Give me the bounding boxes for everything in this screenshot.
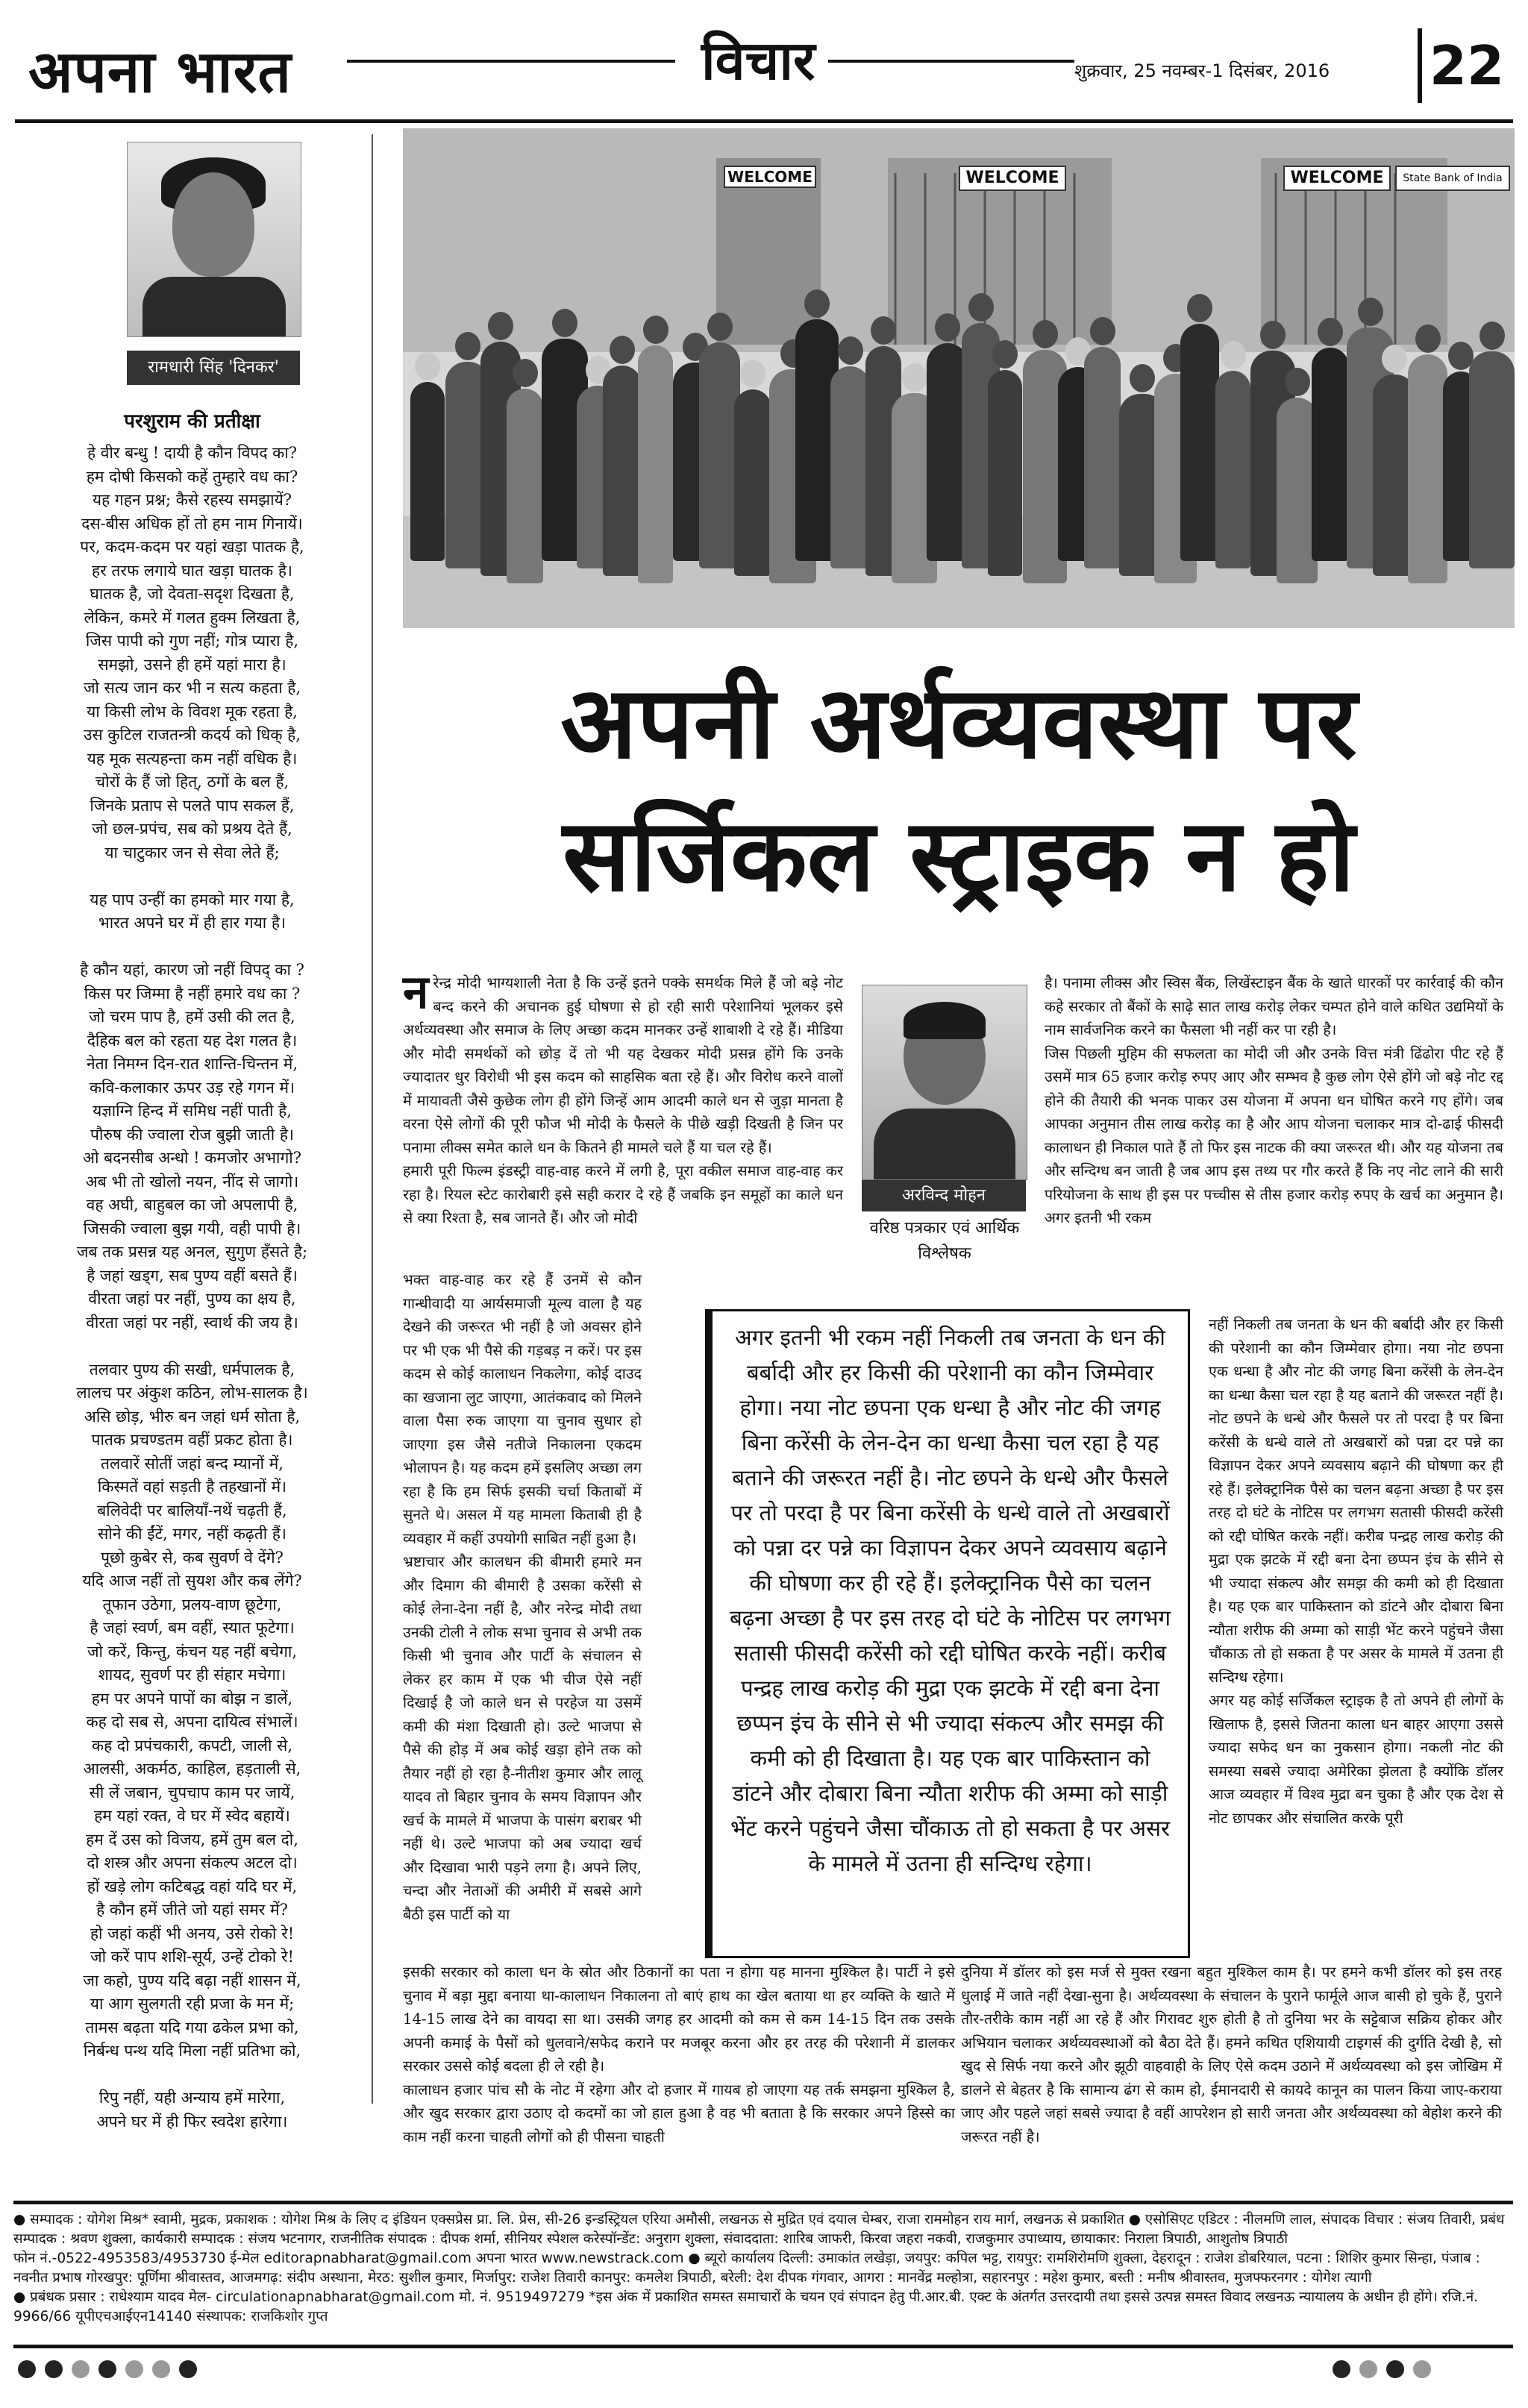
queue-person	[734, 389, 771, 576]
queue-person	[507, 389, 543, 583]
dot-mark	[98, 2360, 116, 2378]
welcome-sign-1: WELCOME	[724, 166, 816, 188]
welcome-sign-3: WELCOME	[1283, 166, 1391, 191]
queue-person	[638, 345, 673, 583]
article-column-1b: भक्त वाह-वाह कर रहे हैं उनमें से कौन गान्धीवादी या आर्यसमाजी मूल्य वाला है यह देखने की जरूरत भी नहीं है जो अवसर होने पर भी एक भी पैसे की गड़बड़ न करें। पर इस कदम से कोई कालाधन निकलेगा, कोई दाउद का खजाना लुट जाएगा, आतंकवाद को मिलने वाला पैसा रुक जाएगा या चुनाव सुधार हो जाएगा इस जैसे नतीजे निकालना एकदम भोलापन है। यह कदम हमें इसलिए अच्छा लग रहा है कि हम सिर्फ इसकी चर्चा किताबों में सुनते थे। असल में यह मामला किताबी ही है व्यवहार में कहीं उपयोगी साबित नहीं हुआ है। भ्रष्टाचार और कालधन की बीमारी हमारे मन और दिमाग की बीमारी है उसका करेंसी से कोई लेना-देना नहीं है, और नरेन्द्र मोदी तथा उनकी टोली ने लोक सभा चुनाव से अभी तक किसी भी चुनाव और पार्टी के संचालन से लेकर हर काम में एक भी चीज ऐसे नहीं दिखाई है जो काले धन से परहेज या उसमें कमी की मंशा दिखाती हो। उल्टे भाजपा से पैसे की होड़ में अब कोई खड़ा होने तक को तैयार नहीं हो रहा है-नीतीश कुमार और लालू यादव तो बिहार चुनाव के समय विज्ञापन और खर्च के मामले में भाजपा के पासंग बराबर भी नहीं थे। उल्टे भाजपा को अब ज्यादा खर्च और दिखावा भारी पड़ने लगा है। अपने लिए, चन्दा और नेताओं की अमीरी में सबसे आगे बैठी इस पार्टी को या	[403, 1271, 642, 1923]
queue-person-head	[1187, 294, 1212, 322]
queue-person	[1312, 348, 1349, 561]
queue-person-head	[1285, 368, 1310, 396]
queue-person-head	[552, 309, 577, 337]
bank-board: State Bank of India	[1395, 166, 1510, 191]
edition-date: शुक्रवार, 25 नवम्बर-1 दिसंबर, 2016	[1074, 60, 1330, 81]
article-bottom-right: दुनिया में डॉलर को इस मर्ज से मुक्त रखना बहुत मुश्किल काम है। पर हमने कभी डॉलर को इस तरह धुलाई में जाते नहीं देखा-सुना है। अर्थव्यवस्था के संचालन के पुराने फार्मूले आज बासी हो चुके हैं, पुराने तौर-तरीके काम नहीं आ रहे हैं और गिरावट शुरु होती है तो दुनिया भर के सट्टेबाज सक्रिय होकर और अभियान चलाकर अर्थव्यवस्थाओं को बैठा देते हैं। हमने कथित एशियायी टाइगर्स की दुर्गति देखी है, सो खुद से सिर्फ नया करने और झूठी वाहवाही के लिए ऐसे कदम उठाने में अर्थव्यवस्था को इस जोखिम में डालने से बेहतर है कि सामान्य ढंग से काम हो, ईमानदारी से कायदे कानून का पालन किया जाए-कराया जाए और पहले जहां सबसे ज्यादा है वहीं आपरेशन हो सारी जनता और अर्थव्यवस्था को बेहोश करने की जरूरत नहीं है।	[961, 1963, 1502, 2145]
dot-mark	[1413, 2360, 1431, 2378]
lead-photo-bank-queue	[403, 128, 1515, 628]
dot-mark	[152, 2360, 170, 2378]
queue-person-head	[1382, 345, 1407, 373]
article-column-1-text: रेन्द्र मोदी भाग्यशाली नेता है कि उन्हें इतने पक्के समर्थक मिले हैं जो बड़े नोट बन्द करने की अचानक हुई घोषणा से हो रही सारी परेशानियां भूलकर इसे अर्थव्यवस्था और समाज के लिए अच्छा कदम मानकर उन्हें शाबाशी दे रहे हैं। मीडिया और मोदी समर्थकों को छोड़ दें तो भी यह देखकर मोदी प्रसन्न होंगे कि उनके ज्यादातर धुर विरोधी भी इस कदम को साहसिक बता रहे हैं। और विरोध करने वालों में मायावती जैसे कुछेक लोग ही होंगे जिन्हें आम आदमी काले धन से जुड़ा मानता है वरना ऐसे लोगों की पूरी फौज भी मोदी के फैसले के पीछे खड़ी दिखती है जिन पर पनामा लीक्स समेत काले धन के कितने ही मामले चले हैं या चल रहे हैं। हमारी पूरी फिल्म इंडस्ट्री वाह-वाह करने में लगी है, पूरा वकील समाज वाह-वाह कर रहा है। रियल स्टेट कारोबारी इसे सही करार दे रहे हैं जबकि इन समूहों का काले धन से क्या रिश्ता है, सब जानते हैं। और जो मोदी	[403, 974, 843, 1226]
poet-name-caption: रामधारी सिंह 'दिनकर'	[127, 351, 300, 385]
page-number: 22	[1418, 28, 1512, 103]
dot-mark	[1333, 2360, 1350, 2378]
queue-person-head	[804, 289, 830, 318]
queue-person-head	[1318, 318, 1343, 346]
article-column-1	[403, 965, 843, 1230]
queue-person-head	[1260, 321, 1286, 349]
queue-person-head	[455, 332, 480, 360]
masthead-rule-right	[828, 60, 1074, 63]
queue-person-head	[1358, 298, 1383, 326]
dot-mark	[45, 2360, 63, 2378]
dot-mark	[18, 2360, 36, 2378]
queue-person-head	[1033, 320, 1058, 348]
queue-person-head	[1130, 364, 1155, 392]
poet-portrait	[127, 142, 301, 337]
author-name: अरविन्द मोहन	[862, 1180, 1026, 1211]
section-title: विचार	[701, 29, 815, 92]
masthead-rule-left	[347, 60, 675, 63]
dot-mark	[72, 2360, 90, 2378]
queue-person-head	[838, 336, 863, 365]
dot-mark	[179, 2360, 197, 2378]
dot-mark	[1359, 2360, 1377, 2378]
dot-mark	[1386, 2360, 1404, 2378]
queue-person-head	[935, 313, 960, 342]
queue-person-head	[1415, 324, 1441, 353]
masthead-rule	[15, 119, 1513, 123]
imprint-line-2: फोन नं.-0522-4953583/4953730 ई-मेल editorapnabharat@gmail.com अपना भारत www.newstrack.com ● ब्यूरो कार्यालय दिल्ली: उमाकांत लखेड़ा, जयपुर: कपिल भट्ट, रायपुर: रामशिरोमणि शुक्ला, देहरादून : राजेश डोबरियाल, पटना : शिशिर कुमार सिन्हा, पंजाब : नवनीत प्रभाष गोरखपुर: पूर्णिमा श्रीवास्तव, आजमगढ़: संदीप अस्थाना, मेरठ: सुशील कुमार, मिर्जापुर: राजेश तिवारी कानपुर: कमलेश त्रिपाठी, बरेली: देश दीपक गंगवार, आगरा : मानवेंद्र मल्होत्रा, सहारनपुर : महेश कुमार, बस्ती : मनीष श्रीवास्तव, मुजफ्फरनगर : योगेश त्यागी	[13, 2251, 1480, 2286]
imprint-line-3: ● प्रबंधक प्रसार : राधेश्याम यादव मेल- circulationapnabharat@gmail.com मो. नं. 9519497279 *इस अंक में प्रकाशित समस्त समाचारों के चयन एवं संपादन हेतु पी.आर.बी. एक्ट के अंतर्गत उत्तरदायी तथा इससे उत्पन्न समस्त विवाद लखनऊ न्यायालय के अधीन ही होंगे। रजि.नं. 9966/66 यूपीएचआईएन14140 संस्थापक: राजकिशोर गुप्त	[13, 2289, 1479, 2324]
poem-title: परशुराम की प्रतीक्षा	[124, 410, 260, 433]
poem-text: हे वीर बन्धु ! दायी है कौन विपद का? हम दोषी किसको कहें तुम्हारे वध का? यह गहन प्रश्न; कैसे रहस्य समझायें? दस-बीस अधिक हों तो हम नाम गिनायें। पर, कदम-कदम पर यहां खड़ा पातक है, हर तरफ लगाये घात खड़ा घातक है। घातक है, जो देवता-सदृश दिखता है, लेकिन, कमरे में गलत हुक्म लिखता है, जिस पापी को गुण नहीं; गोत्र प्यारा है, समझो, उसने ही हमें यहां मारा है। जो सत्य जान कर भी न सत्य कहता है, या किसी लोभ के विवश मूक रहता है, उस कुटिल राजतन्त्री कदर्य को धिक् है, यह मूक सत्यहन्ता कम नहीं वधिक है। चोरों के हैं जो हित्, ठगों के बल हैं, जिनके प्रताप से पलते पाप सकल हैं, जो छल-प्रपंच, सब को प्रश्रय देते हैं, या चाटुकार जन से सेवा लेते हैं; यह पाप उन्हीं का हमको मार गया है, भारत अपने घर में ही हार गया है। है कौन यहां, कारण जो नहीं विपद् का ? किस पर जिम्मा है नहीं हमारे वध का ? जो चरम पाप है, हमें उसी की लत है, दैहिक बल को रहता यह देश गलत है। नेता निमग्न दिन-रात शान्ति-चिन्तन में, कवि-कलाकार ऊपर उड़ रहे गगन में। यज्ञाग्नि हिन्द में समिध नहीं पाती है, पौरुष की ज्वाला रोज बुझी जाती है। ओ बदनसीब अन्धो ! कमजोर अभागो? अब भी तो खोलो नयन, नींद से जागो। वह अघी, बाहुबल का जो अपलापी है, जिसकी ज्वाला बुझ गयी, वही पापी है। जब तक प्रसन्न यह अनल, सुगुण हँसते है; है जहां खड्ग, सब पुण्य वहीं बसते हैं। वीरता जहां पर नहीं, पुण्य का क्षय है, वीरता जहां पर नहीं, स्वार्थ की जय है। तलवार पुण्य की सखी, धर्मपालक है, लालच पर अंकुश कठिन, लोभ-सालक है। असि छोड़, भीरु बन जहां धर्म सोता है, पातक प्रचण्डतम वहीं प्रकट होता है। तलवारें सोतीं जहां बन्द म्यानों में, किस्मतें वहां सड़ती है तहखानों में। बलिवेदी पर बालियाँ-नथें चढ़ती हैं, सोने की ईंटें, मगर, नहीं कढ़ती हैं। पूछो कुबेर से, कब सुवर्ण वे देंगे? यदि आज नहीं तो सुयश और कब लेंगे? तूफान उठेगा, प्रलय-वाण छूटेगा, है जहां स्वर्ण, बम वहीं, स्यात फूटेगा। जो करें, किन्तु, कंचन यह नहीं बचेगा, शायद, सुवर्ण पर ही संहार मचेगा। हम पर अपने पापों का बोझ न डालें, कह दो सब से, अपना दायित्व संभालें। कह दो प्रपंचकारी, कपटी, जाली से, आलसी, अकर्मठ, काहिल, हड़ताली से, सी लें जबान, चुपचाप काम पर जायें, हम यहां रक्त, वे घर में स्वेद बहायें। हम दें उस को विजय, हमें तुम बल दो, दो शस्त्र और अपना संकल्प अटल दो। हों खड़े लोग कटिबद्ध वहां यदि घर में, है कौन हमें जीते जो यहां समर में? हो जहां कहीं भी अनय, उसे रोको रे! जो करें पाप शशि-सूर्य, उन्हें टोको रे! जा कहो, पुण्य यदि बढ़ा नहीं शासन में, या आग सुलगती रही प्रजा के मन में; तामस बढ़ता यदि गया ढकेल प्रभा को, निर्बन्ध पन्थ यदि मिला नहीं प्रतिभा को, रिपु नहीं, यही अन्याय हमें मारेगा, अपने घर में ही फिर स्वदेश हारेगा।	[76, 444, 308, 2130]
queue-person	[1469, 351, 1515, 568]
imprint-footer	[13, 2201, 1513, 2348]
queue-person-head	[415, 352, 440, 380]
newspaper-brand: अपना भारत	[28, 39, 292, 106]
queue-person-head	[968, 293, 994, 322]
queue-person-head	[902, 363, 927, 392]
headline	[403, 656, 1515, 922]
queue-person-head	[643, 316, 668, 344]
queue-person	[1215, 371, 1250, 568]
pullquote-box: अगर इतनी भी रकम नहीं निकली तब जनता के धन की बर्बादी और हर किसी की परेशानी का कौन जिम्मेवार होगा। नया नोट छपना एक धन्धा है और नोट की जगह बिना करेंसी के लेन-देन का धन्धा कैसा चल रहा है यह बताने की जरूरत नहीं है। नोट छपने के धन्धे और फैसले पर तो परदा है पर बिना करेंसी के धन्धे वाले तो अखबारों को पन्ना दर पन्ने का विज्ञापन देकर अपने व्यवसाय बढ़ाने की घोषणा कर ही रहे हैं। इलेक्ट्रानिक पैसे का चलन बढ़ना अच्छा है पर इस तरह दो घंटे के नोटिस पर लगभग सतासी फीसदी करेंसी को रद्दी घोषित करके नहीं। करीब पन्द्रह लाख करोड़ की मुद्रा एक झटके में रद्दी बना देना छप्पन इंच के सीने से भी ज्यादा संकल्प और समझ की कमी को ही दिखाता है। यह एक बार पाकिस्तान को डांटने और दोबारा बिना न्यौता शरीफ की अम्मा को साड़ी भेंट करने पहुंचने जैसा चौंकाऊ तो हो सकता है पर असर के मामले में उतना ही सन्दिग्ध रहेगा।	[705, 1309, 1190, 1958]
article-bottom-left: इसकी सरकार को काला धन के स्रोत और ठिकानों का पता न होगा यह मानना मुश्किल है। पार्टी ने इसे चुनाव में बड़ा मुद्दा बनाया था-कालाधन निकालना तो बाएं हाथ का खेल बताया था हर व्यक्ति के खाते में 14-15 लाख देने का वायदा सा था। उसकी जगह हर आदमी को कम से कम 14-15 दिन तक उसके अपनी कमाई के पैसों को धुलवाने/सफेद कराने पर मजबूर करना और हर तरह की परेशानी में डालकर सरकार उससे कोई बदला ही ले रही है। कालाधन हजार पांच सौ के नोट में रहेगा और दो हजार में गायब हो जाएगा यह तर्क समझना मुश्किल है, और खुद सरकार द्वारा उठाए दो कदमों का जो हाल हुआ है वह भी बताता है कि सरकार अपने हिस्से का काम नहीं करना चाहती लोगों को ही पीसना चाहती	[403, 1963, 955, 2145]
queue-person	[1408, 354, 1447, 583]
registration-dots	[13, 2350, 1513, 2395]
queue-person-head	[740, 360, 765, 388]
queue-person	[988, 370, 1022, 576]
author-designation: वरिष्ठ पत्रकार एवं आर्थिक विश्लेषक	[869, 1219, 1020, 1263]
queue-person	[410, 382, 445, 561]
author-portrait	[862, 985, 1027, 1180]
imprint-line-1: ● सम्पादक : योगेश मिश्र* स्वामी, मुद्रक, प्रकाशक : योगेश मिश्र के लिए द इंडियन एक्सप्रेस प्रा. लि. प्रेस, सी-26 इन्डस्ट्रियल एरिया अमौसी, लखनऊ से मुद्रित एवं दयाल चेम्बर, राजा राममोहन राय मार्ग, लखनऊ से प्रकाशित ● एसोसिएट एडिटर : नीलमणि लाल, संपादक विचार : संजय तिवारी, प्रबंध सम्पादक : श्रवण शुक्ला, कार्यकारी सम्पादक : संजय भटनागर, राजनीतिक संपादक : दीपक शर्मा, सीनियर स्पेशल करेस्पॉन्डेंट: अनुराग शुक्ला, संवाददाता: शारिब जाफरी, किरवा जहरा नकवी, राजकुमार उपाध्याय, छायाकार: निराला त्रिपाठी, आशुतोष त्रिपाठी	[13, 2212, 1505, 2247]
queue-person-head	[1090, 317, 1115, 345]
queue-person	[1084, 347, 1121, 568]
queue-person-head	[871, 316, 896, 345]
dot-mark	[125, 2360, 143, 2378]
queue-person-head	[610, 336, 635, 364]
headline-line-2: सर्जिकल स्ट्राइक न हो	[563, 797, 1355, 914]
queue-person	[1180, 324, 1219, 561]
queue-person-head	[513, 359, 538, 387]
queue-person-head	[707, 313, 733, 341]
queue-person-head	[488, 312, 513, 340]
headline-line-1: अपनी अर्थव्यवस्था पर	[560, 665, 1357, 781]
article-column-3: है। पनामा लीक्स और स्विस बैंक, लिखेंस्टाइन बैंक के खाते धारकों पर कार्रवाई की कौन कहे सरकार तो बैंकों के साढ़े सात लाख करोड़ लेकर चम्पत होने वाले कथित उद्यमियों के नाम सार्वजनिक करने का फैसला भी नहीं कर पा रही है। जिस पिछली मुहिम की सफलता का मोदी जी और उनके वित्त मंत्री ढिंढोरा पीट रहे हैं उसमें मात्र 65 हजार करोड़ रुपए आए और सम्भव है कुछ लोग ऐसे होंगे जो बड़े नोट रद्द होने की तैयारी की भनक पाकर उस योजना में अपना धन घोषित करने गए होंगे। जब आपका अनुमान तीस लाख करोड़ का है और आप योजना चलाकर मात्र दो-ढाई फीसदी कालाधन ही निकाल पाते हैं तो फिर इस नाटक की क्या जरूरत थी। और यह योजना तब और सन्दिग्ध बन जाती है जब आप इस तथ्य पर गौर करते हैं कि नए नोट लाने की सारी परियोजना के साथ ही इस पर पच्चीस से तीस हजार करोड़ रुपए के खर्च का अनुमान है। अगर इतनी भी रकम	[1045, 974, 1503, 1226]
queue-person-head	[1221, 341, 1246, 369]
queue-person-head	[992, 340, 1018, 369]
article-column-3b: नहीं निकली तब जनता के धन की बर्बादी और हर किसी की परेशानी का कौन जिम्मेवार होगा। नया नोट छपना एक धन्धा है और नोट की जगह बिना करेंसी के लेन-देन का धन्धा कैसा चल रहा है यह बताने की जरूरत नहीं है। नोट छपने के धन्धे और फैसले पर तो परदा है पर बिना करेंसी के धन्धे वाले तो अखबारों को पन्ना दर पन्ने का विज्ञापन देकर अपने व्यवसाय बढ़ाने की घोषणा कर ही रहे हैं। इलेक्ट्रानिक पैसे का चलन बढ़ना अच्छा है पर इस तरह दो घंटे के नोटिस पर लगभग सतासी फीसदी करेंसी को रद्दी घोषित करके नहीं। करीब पन्द्रह लाख करोड़ की मुद्रा एक झटके में रद्दी बना देना छप्पन इंच के सीने से भी ज्यादा संकल्प और समझ की कमी को ही दिखाता है। यह एक बार पाकिस्तान को डांटने और दोबारा बिना न्यौता शरीफ की अम्मा को साड़ी भेंट करने पहुंचने जैसा चौंकाऊ तो हो सकता है पर असर के मामले में उतना ही सन्दिग्ध रहेगा। अगर यह कोई सर्जिकल स्ट्राइक है तो अपने ही लोगों के खिलाफ है, इससे जितना काला धन बाहर आएगा उससे ज्यादा सफेद धन का नुकसान होगा। नकली नोट की समस्या सबसे ज्यादा अमेरिका झेलता है क्योंकि डॉलर आज व्यवहार में विश्व मुद्रा बन चुका है और एक देश से नोट छापकर और संचालित करके पूरी	[1209, 1316, 1503, 1827]
masthead	[0, 0, 1528, 142]
queue-person	[830, 366, 870, 568]
welcome-sign-2: WELCOME	[959, 166, 1066, 191]
dropcap: न	[403, 965, 429, 1019]
queue-person-head	[1480, 322, 1505, 350]
queue-person	[603, 366, 642, 576]
